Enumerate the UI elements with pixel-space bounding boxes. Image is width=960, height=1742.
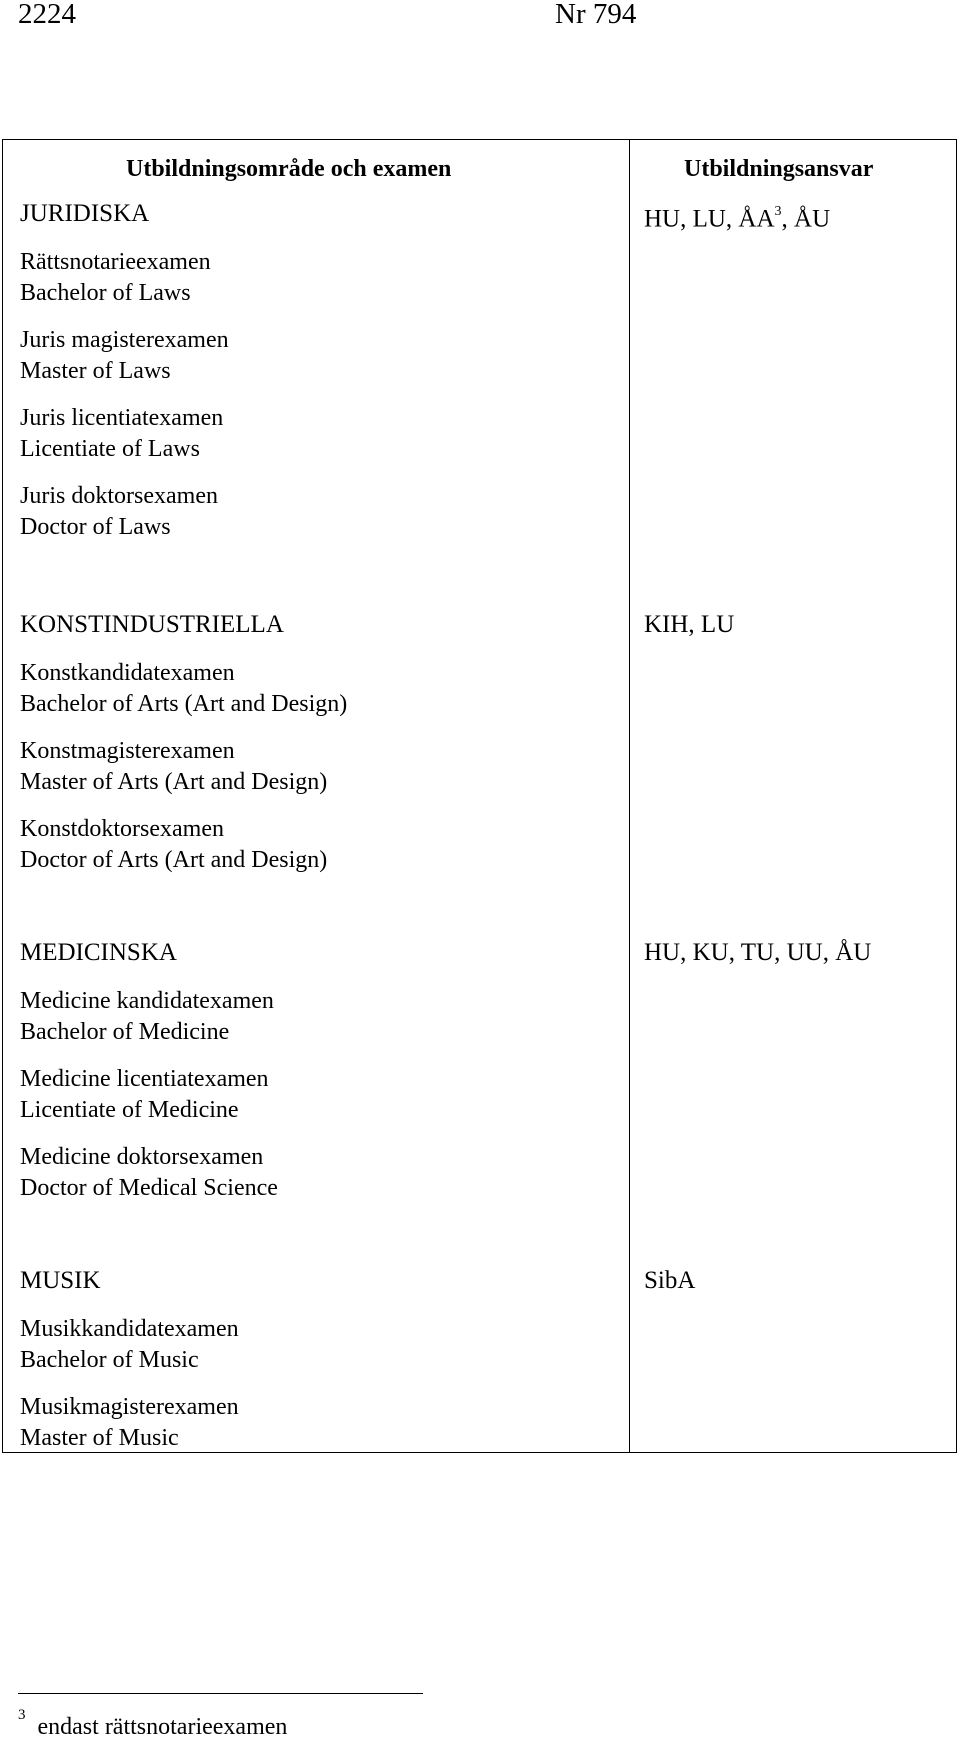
degree-entry: Juris magisterexamen Master of Laws: [20, 327, 229, 384]
column-header-responsibility: Utbildningsansvar: [684, 156, 874, 182]
degree-entry: Medicine licentiatexamen Licentiate of Medicine: [20, 1066, 269, 1123]
footnote-ref: 3: [774, 204, 782, 219]
degree-entry: Konstdoktorsexamen Doctor of Arts (Art and Design): [20, 816, 328, 873]
footnote: [18, 1706, 287, 1742]
section-title-medicinska: MEDICINSKA: [20, 939, 177, 966]
section-title-musik: MUSIK: [20, 1267, 101, 1294]
section-title-juridiska: JURIDISKA: [20, 200, 150, 227]
degree-entry: Musikkandidatexamen Bachelor of Music: [20, 1316, 239, 1373]
degree-entry: Konstkandidatexamen Bachelor of Arts (Art and Design): [20, 660, 348, 717]
degree-entry: Medicine doktorsexamen Doctor of Medical Science: [20, 1144, 278, 1201]
column-header-field-and-degree: Utbildningsområde och examen: [126, 156, 452, 182]
responsibility-konstindustriella: KIH, LU: [644, 611, 735, 638]
footnote-marker: 3: [18, 1707, 26, 1723]
degree-entry: Musikmagisterexamen Master of Music: [20, 1394, 239, 1451]
page-number: 2224: [18, 0, 76, 30]
section-title-konstindustriella: KONSTINDUSTRIELLA: [20, 611, 284, 638]
responsibility-musik: SibA: [644, 1267, 696, 1294]
degree-entry: Juris doktorsexamen Doctor of Laws: [20, 483, 218, 540]
responsibility-medicinska: HU, KU, TU, UU, ÅU: [644, 939, 872, 966]
degree-entry: Rättsnotarieexamen Bachelor of Laws: [20, 249, 211, 306]
issue-number: Nr 794: [555, 0, 637, 30]
footnote-rule: [18, 1693, 423, 1694]
degree-entry: Medicine kandidatexamen Bachelor of Medicine: [20, 988, 274, 1045]
degree-table: [2, 139, 957, 1453]
degree-entry: Konstmagisterexamen Master of Arts (Art and Design): [20, 738, 328, 795]
degree-entry: Juris licentiatexamen Licentiate of Laws: [20, 405, 224, 462]
column-divider: [629, 140, 630, 1452]
footnote-text: endast rättsnotarieexamen: [37, 1714, 288, 1740]
responsibility-juridiska: HU, LU, $ÅA^3$, ÅU: [644, 204, 831, 233]
